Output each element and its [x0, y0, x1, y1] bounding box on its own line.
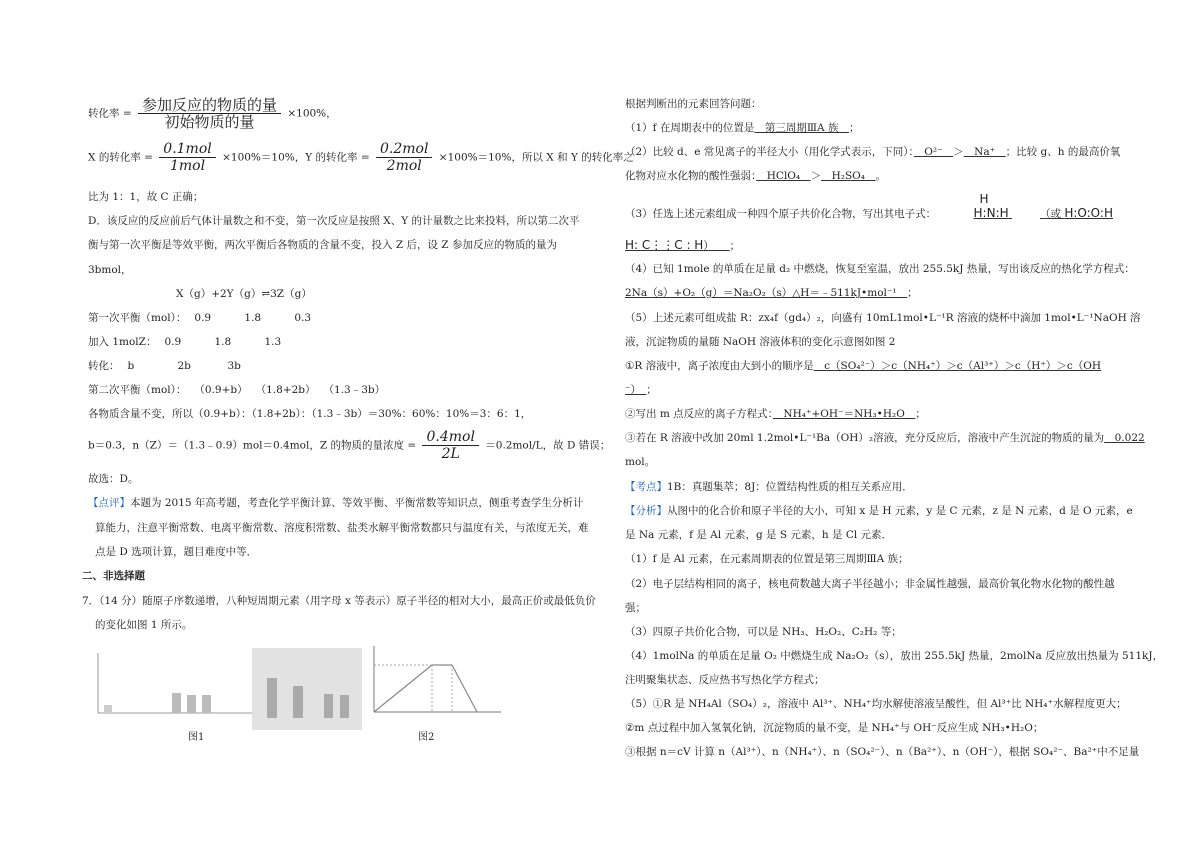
conversion-rates — [88, 142, 634, 173]
cell: 2b — [177, 360, 191, 372]
lewis-h2o2: H:O:O:H — [1064, 206, 1113, 220]
question-2a — [625, 145, 1120, 159]
question-5-3 — [625, 431, 1145, 445]
conversion-formula — [88, 98, 337, 129]
text: ＞ — [810, 170, 822, 182]
question-5-2 — [625, 407, 926, 421]
fenxi-line — [625, 504, 1133, 518]
text-line: mol。 — [625, 456, 656, 468]
text-line: 比为 1：1，故 C 正确； — [88, 191, 204, 203]
text-line: ②m 点过程中加入氢氧化钠，沉淀物质的量不变，是 NH₄⁺与 OH⁻反应生成 NH₃•H₂O； — [625, 722, 1044, 734]
text: ①R 溶液中，离子浓度由大到小的顺序是 — [625, 360, 814, 372]
text-line: 7．（14 分）随原子序数递增，八种短周期元素（用字母 x 等表示）原子半径的相对大小，最高正价或最低负价 — [82, 595, 596, 607]
row-label: 第一次平衡（mol）： — [88, 312, 187, 324]
answer: 2Na（s）+O₂（g）＝Na₂O₂（s）△H＝﹣511kJ•mol⁻¹ — [625, 287, 908, 299]
comment-line — [88, 496, 583, 510]
denominator: 1mol — [169, 158, 206, 174]
text: ） — [703, 240, 709, 252]
bar — [104, 705, 112, 713]
section-heading: 二、非选择题 — [82, 570, 145, 582]
fraction — [138, 98, 281, 129]
denominator: 2L — [441, 446, 460, 462]
text-line: 的变化如图 1 所示。 — [95, 619, 193, 631]
text: ； — [646, 384, 657, 396]
formula-tail: ×100%， — [287, 107, 337, 120]
x-rate-label: X 的转化率 = — [88, 151, 153, 164]
text: （3）任选上述元素组成一种四个原子共价化合物，写出其电子式： — [625, 208, 937, 220]
bar — [324, 694, 333, 718]
cell: 1.8 — [244, 312, 262, 324]
equation: X（g）+2Y（g）⇌3Z（g） — [176, 288, 312, 300]
answer: HClO₄ — [756, 170, 811, 182]
text: ； — [729, 240, 741, 252]
question-5-1-cont — [625, 383, 657, 397]
fenxi-tag: 【分析】 — [625, 505, 667, 517]
text-line: （1）f 是 Al 元素，在元素周期表的位置是第三周期ⅢA 族； — [625, 553, 909, 565]
bar — [202, 695, 211, 713]
denominator: 2mol — [386, 158, 422, 174]
fraction — [422, 430, 478, 461]
cell: （1.3﹣3b） — [323, 384, 386, 396]
text-line: 算能力，注意平衡常数、电离平衡常数、溶度积常数、盐类水解平衡常数都只与温度有关，与浓度无关，难 — [95, 522, 589, 534]
question-3-cont — [625, 238, 740, 253]
row-label: 加入 1molZ： — [88, 336, 157, 348]
cell: 1.3 — [264, 336, 282, 348]
numerator: 0.1mol — [159, 142, 215, 158]
text: ＞ — [953, 146, 964, 158]
figure-1 — [86, 645, 271, 725]
question-4-answer — [625, 286, 918, 300]
text-line: （3）四原子共价化合物，可以是 NH₃、H₂O₂、C₂H₂ 等； — [625, 626, 902, 638]
text-line: 衡与第一次平衡是等效平衡，两次平衡后各物质的含量不变，投入 Z 后，设 Z 参加反应的物质的量为 — [88, 239, 557, 251]
answer — [940, 192, 1200, 221]
text-line: （4）1molNa 的单质在足量 O₂ 中燃烧生成 Na₂O₂（s），放出 255.5kJ 热量，2molNa 反应放出热量为 511kJ， — [625, 650, 1164, 662]
row-label: 第二次平衡（mol）： — [88, 384, 187, 396]
numerator: 参加反应的物质的量 — [138, 98, 281, 114]
table-row — [88, 335, 281, 349]
text-line: 根据判断出的元素回答问题： — [625, 98, 762, 110]
text: 。 — [875, 170, 887, 182]
text-line: 各物质含量不变，所以（0.9+b）：（1.8+2b）：（1.3﹣3b）＝30%：60%：10%＝3：6：1， — [88, 408, 532, 420]
text-line: 3bmol， — [88, 264, 132, 276]
text: 本题为 2015 年高考题，考查化学平衡计算、等效平衡、平衡常数等知识点，侧重考查学生分析计 — [130, 497, 584, 509]
figure-1-shaded — [252, 648, 362, 730]
text: （或 — [1039, 208, 1061, 220]
numerator: 0.4mol — [422, 430, 478, 446]
answer: NH₄⁺+OH⁻＝NH₃•H₂O — [772, 408, 916, 420]
bar — [172, 693, 181, 713]
text-line: 液，沉淀物质的量随 NaOH 溶液体积的变化示意图如图 2 — [625, 336, 896, 348]
cell: 0.3 — [294, 312, 312, 324]
bar — [293, 686, 303, 718]
rate-conclusion: ×100%＝10%，所以 X 和 Y 的转化率之 — [438, 151, 634, 164]
text-line: ③根据 n＝cV 计算 n（Al³⁺）、n（NH₄⁺）、n（SO₄²⁻）、n（Ba²⁺）、n（OH⁻），根据 SO₄²⁻、Ba²⁺中不足量 — [625, 746, 1140, 758]
lewis-nh3: H:N:H — [973, 206, 1009, 220]
cell: b — [127, 360, 135, 372]
text-line: 强； — [625, 602, 646, 614]
answer: 0.022 — [1104, 432, 1145, 444]
figure-1-caption: 图1 — [188, 732, 205, 743]
precipitate-line — [374, 665, 477, 712]
cell: （1.8+2b） — [255, 384, 316, 396]
text: 1B：真题集萃；8J：位置结构性质的相互关系应用． — [667, 481, 913, 493]
answer: ⁻） — [625, 384, 647, 396]
lewis-c2h2: H: C⋮⋮C : H — [625, 238, 704, 252]
question-2b — [625, 169, 886, 183]
table-row — [88, 359, 241, 373]
question-1 — [625, 121, 859, 135]
text-line: D．该反应的反应前后气体计量数之和不变，第一次反应是按照 X、Y 的计量数之比来投料，所以第二次平 — [88, 215, 580, 227]
denominator: 初始物质的量 — [164, 113, 255, 131]
text-line: （4）已知 1mole 的单质在足量 d₂ 中燃烧，恢复至室温，放出 255.5kJ 热量，写出该反应的热化学方程式： — [625, 263, 1135, 275]
text-line: 故选：D。 — [88, 473, 139, 485]
answer: Na⁺ — [963, 146, 1006, 158]
text-line: （5）①R 是 NH₄Al（SO₄）₂，溶液中 Al³⁺、NH₄⁺均水解使溶液呈酸性，但 Al³⁺比 NH₄⁺水解程度更大； — [625, 698, 1127, 710]
comment-tag: 【点评】 — [88, 497, 130, 509]
text: （2）比较 d、e 常见离子的半径大小（用化学式表示，下同）： — [625, 146, 914, 158]
text-line: 注明聚集状态、反应热书写热化学方程式； — [625, 674, 825, 686]
answer: H₂SO₄ — [821, 170, 876, 182]
cell: （0.9+b） — [194, 384, 248, 396]
text-line: （5）上述元素可组成盐 R：zx₄f（gd₄）₂，向盛有 10mL1mol•L⁻¹R 溶液的烧杯中滴加 1mol•L⁻¹NaOH 溶 — [625, 312, 1141, 324]
fraction — [159, 142, 215, 173]
text: ； — [915, 408, 926, 420]
text-line: 点是 D 选项计算，题目难度中等． — [95, 546, 258, 558]
table-row — [88, 311, 311, 325]
text: ③若在 R 溶液中改加 20ml 1.2mol•L⁻¹Ba（OH）₂溶液，充分反应后，溶液中产生沉淀的物质的量为 — [625, 432, 1105, 444]
concentration-line — [88, 430, 610, 461]
text: （1）f 在周期表中的位置是 — [625, 122, 755, 134]
bar — [340, 695, 349, 718]
y-rate-label: ×100%＝10%，Y 的转化率 = — [222, 151, 370, 164]
fraction — [376, 142, 432, 173]
cell: 3b — [227, 360, 241, 372]
text: ②写出 m 点反应的离子方程式： — [625, 408, 773, 420]
lewis-h-top: H — [979, 192, 989, 206]
table-row — [88, 383, 385, 397]
answer: c（SO₄²⁻）＞c（NH₄⁺）＞c（Al³⁺）＞c（H⁺）＞c（OH — [813, 360, 1102, 372]
text: 化物对应水化物的酸性强弱： — [625, 170, 757, 182]
answer: 第三周期ⅢA 族 — [754, 122, 849, 134]
numerator: 0.2mol — [376, 142, 432, 158]
cell: 0.9 — [194, 312, 212, 324]
question-5-1 — [625, 359, 1101, 373]
text: ；比较 g、h 的最高价氧 — [1005, 146, 1121, 158]
kaodian-line — [625, 480, 913, 494]
cell: 0.9 — [164, 336, 182, 348]
text-line: （2）电子层结构相同的离子，核电荷数越大离子半径越小；非金属性越强，最高价氧化物水化物的酸性越 — [625, 578, 1115, 590]
row-label: 转化： — [88, 360, 120, 372]
text-line: 是 Na 元素，f 是 Al 元素，g 是 S 元素，h 是 Cl 元素． — [625, 529, 893, 541]
kaodian-tag: 【考点】 — [625, 481, 667, 493]
cell: 1.8 — [214, 336, 232, 348]
formula-label: 转化率 = — [88, 107, 132, 120]
text: b＝0.3，n（Z）＝（1.3﹣0.9）mol＝0.4mol，Z 的物质的量浓度 = — [88, 439, 417, 452]
text: ； — [907, 287, 918, 299]
bar — [267, 678, 277, 718]
figure-2 — [366, 642, 506, 727]
bar — [187, 695, 196, 713]
text: ＝0.2mol/L，故 D 错误； — [485, 439, 611, 452]
text: ； — [848, 122, 860, 134]
question-3 — [625, 192, 1200, 221]
answer: O²⁻ — [913, 146, 954, 158]
text: 从图中的化合价和原子半径的大小，可知 x 是 H 元素，y 是 C 元素，z 是 N 元素，d 是 O 元素，e — [667, 505, 1133, 517]
figure-2-caption: 图2 — [418, 732, 435, 743]
